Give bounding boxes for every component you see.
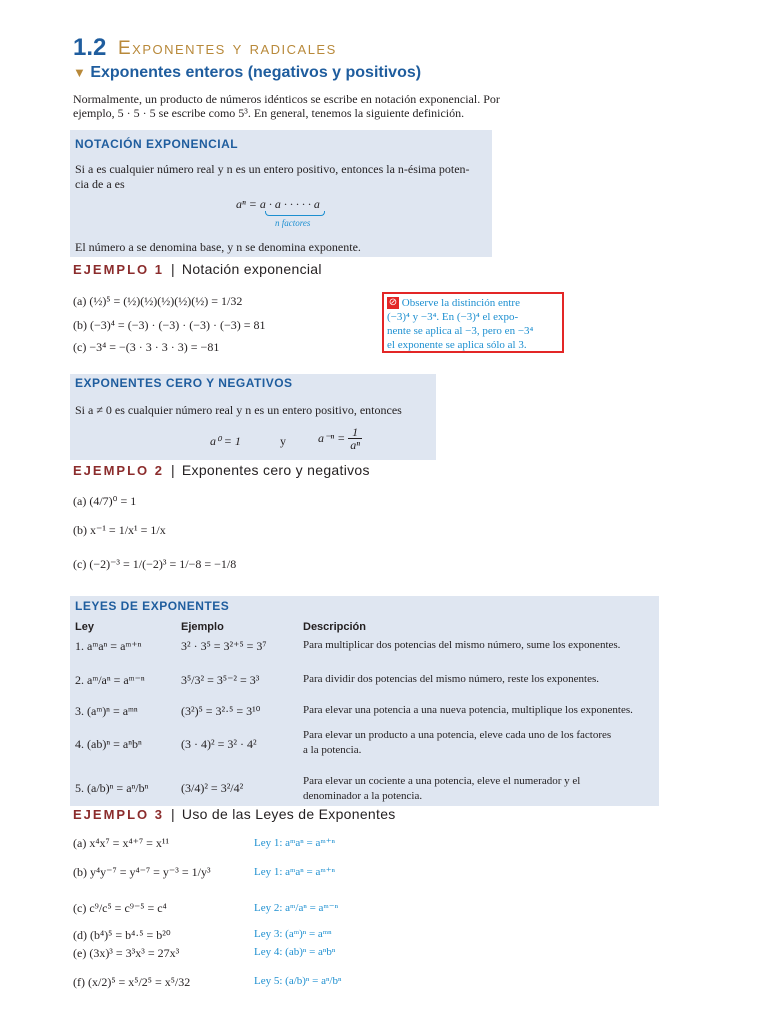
example-2-title: Exponentes cero y negativos [181, 462, 370, 478]
example-1-title: Notación exponencial [181, 261, 322, 277]
note-line-1: Observe la distinción entre [401, 297, 520, 309]
example-1-header [73, 261, 322, 278]
separator: | [170, 462, 175, 478]
example-3-c: (c) c⁹/c⁵ = c⁹⁻⁵ = c⁴ [73, 901, 167, 915]
example-3-d-law: Ley 3: (aᵐ)ⁿ = aᵐⁿ [254, 928, 332, 940]
example-3-a: (a) x⁴x⁷ = x⁴⁺⁷ = x¹¹ [73, 836, 170, 850]
note-line-3: nente se aplica al −3, pero en −3⁴ [387, 325, 534, 337]
zero-and: y [280, 434, 286, 448]
subsection-title-text: Exponentes enteros (negativos y positivos) [90, 64, 422, 81]
section-title: Exponentes y radicales [118, 38, 337, 59]
laws-heading: LEYES DE EXPONENTES [75, 599, 230, 613]
law-1-desc: Para multiplicar dos potencias del mismo número, sume los exponentes. [303, 639, 621, 651]
factors-label: n factores [275, 218, 311, 228]
law-5-desc-1: Para elevar un cociente a una potencia, eleve el numerador y el [303, 775, 581, 787]
example-2-a: (a) (4/7)⁰ = 1 [73, 494, 137, 508]
example-3-e: (e) (3x)³ = 3³x³ = 27x³ [73, 946, 180, 960]
subsection-title [73, 64, 421, 82]
section-number: 1.2 [73, 34, 107, 61]
triangle-icon: ▼ [73, 65, 86, 80]
law-3-example: (3²)⁵ = 3²·⁵ = 3¹⁰ [181, 704, 261, 718]
law-5-formula: 5. (a/b)ⁿ = aⁿ/bⁿ [75, 781, 149, 795]
example-1-b: (b) (−3)⁴ = (−3) · (−3) · (−3) · (−3) = 81 [73, 318, 266, 332]
law-4-formula: 4. (ab)ⁿ = aⁿbⁿ [75, 737, 142, 751]
law-4-desc-2: a la potencia. [303, 744, 362, 756]
notation-line-1: Si a es cualquier número real y n es un entero positivo, entonces la n-ésima poten- [75, 162, 470, 176]
law-1-formula: 1. aᵐaⁿ = aᵐ⁺ⁿ [75, 639, 142, 653]
intro-line-1: Normalmente, un producto de números idénticos se escribe en notación exponencial. Por [73, 92, 500, 106]
example-3-f: (f) (x/2)⁵ = x⁵/2⁵ = x⁵/32 [73, 975, 191, 989]
example-2-c: (c) (−2)⁻³ = 1/(−2)³ = 1/−8 = −1/8 [73, 557, 237, 571]
example-2-label: EJEMPLO 2 [73, 463, 164, 478]
law-4-example: (3 · 4)² = 3² · 4² [181, 737, 257, 751]
law-2-formula: 2. aᵐ/aⁿ = aᵐ⁻ⁿ [75, 673, 145, 687]
laws-col-ejemplo: Ejemplo [181, 621, 224, 633]
law-4-desc-1: Para elevar un producto a una potencia, eleve cada uno de los factores [303, 729, 612, 741]
example-3-d: (d) (b⁴)⁵ = b⁴·⁵ = b²⁰ [73, 928, 171, 942]
laws-col-descripcion: Descripción [303, 621, 366, 633]
note-line-2: (−3)⁴ y −3⁴. En (−3)⁴ el expo- [387, 311, 519, 323]
zero-formula: a⁰ = 1 [210, 434, 241, 448]
notation-box-heading: NOTACIÓN EXPONENCIAL [75, 137, 239, 151]
no-entry-icon: ⊘ [388, 297, 398, 309]
notation-line-2: cia de a es [75, 177, 125, 191]
example-3-b: (b) y⁴y⁻⁷ = y⁴⁻⁷ = y⁻³ = 1/y³ [73, 865, 211, 879]
law-5-desc-2: denominador a la potencia. [303, 790, 423, 802]
example-3-title: Uso de las Leyes de Exponentes [181, 806, 396, 822]
negative-formula [318, 426, 362, 451]
example-3-b-law: Ley 1: aᵐaⁿ = aᵐ⁺ⁿ [254, 866, 335, 878]
example-3-f-law: Ley 5: (a/b)ⁿ = aⁿ/bⁿ [254, 975, 342, 987]
intro-line-2: ejemplo, 5 · 5 · 5 se escribe como 5³. En general, tenemos la siguiente definición. [73, 106, 465, 120]
example-3-e-law: Ley 4: (ab)ⁿ = aⁿbⁿ [254, 946, 336, 958]
note-line-4: el exponente se aplica sólo al 3. [387, 339, 527, 351]
negative-formula-lhs: a⁻ⁿ = [318, 431, 346, 445]
separator: | [170, 261, 175, 277]
zero-negative-heading: EXPONENTES CERO Y NEGATIVOS [75, 376, 293, 390]
example-1-c: (c) −3⁴ = −(3 · 3 · 3 · 3) = −81 [73, 340, 220, 354]
factors-brace [265, 211, 325, 216]
law-2-desc: Para dividir dos potencias del mismo número, reste los exponentes. [303, 673, 600, 685]
example-2-b: (b) x⁻¹ = 1/x¹ = 1/x [73, 523, 166, 537]
notation-line-3: El número a se denomina base, y n se denomina exponente. [75, 240, 361, 254]
example-3-c-law: Ley 2: aᵐ/aⁿ = aᵐ⁻ⁿ [254, 902, 339, 914]
example-3-header [73, 806, 396, 823]
separator: | [170, 806, 175, 822]
laws-col-ley: Ley [75, 621, 94, 633]
law-3-formula: 3. (aᵐ)ⁿ = aᵐⁿ [75, 704, 138, 718]
example-1-label: EJEMPLO 1 [73, 262, 164, 277]
warning-note [382, 292, 564, 353]
example-2-header [73, 462, 370, 479]
negative-formula-den: aⁿ [350, 438, 360, 452]
law-5-example: (3/4)² = 3²/4² [181, 781, 244, 795]
zero-negative-line: Si a ≠ 0 es cualquier número real y n es un entero positivo, entonces [75, 403, 402, 417]
law-3-desc: Para elevar una potencia a una nueva potencia, multiplique los exponentes. [303, 704, 633, 716]
law-2-example: 3⁵/3² = 3⁵⁻² = 3³ [181, 673, 260, 687]
example-3-a-law: Ley 1: aᵐaⁿ = aᵐ⁺ⁿ [254, 837, 335, 849]
example-1-a: (a) (½)⁵ = (½)(½)(½)(½)(½) = 1/32 [73, 294, 243, 308]
example-3-label: EJEMPLO 3 [73, 807, 164, 822]
notation-formula: aⁿ = a · a · · · · · a [236, 197, 320, 211]
law-1-example: 3² · 3⁵ = 3²⁺⁵ = 3⁷ [181, 639, 267, 653]
negative-formula-num: 1 [348, 426, 362, 439]
